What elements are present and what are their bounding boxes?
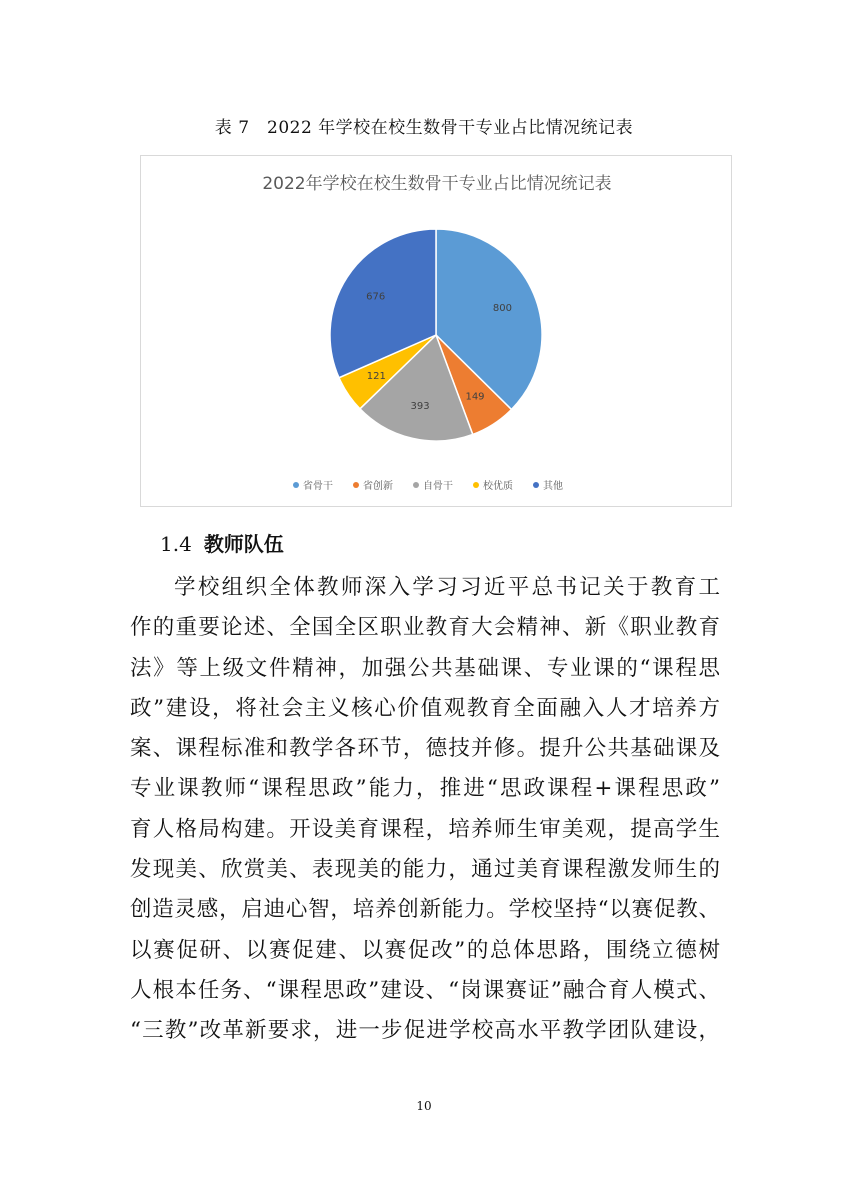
pie-chart-svg — [141, 156, 733, 508]
paragraph-line: 人根本任务、“课程思政”建设、“岗课赛证”融合育人模式、 — [130, 977, 720, 1003]
slice-value-label: 800 — [492, 303, 512, 315]
paragraph-line: 以赛促研、以赛促建、以赛促改”的总体思路，围绕立德树 — [130, 937, 720, 963]
paragraph-line: 专业课教师“课程思政”能力，推进“思政课程+课程思政” — [130, 776, 720, 802]
body-paragraph — [130, 568, 720, 1052]
section-title: 教师队伍 — [203, 532, 284, 556]
slice-value-label: 149 — [465, 391, 485, 403]
legend-label: 省骨干 — [303, 481, 333, 492]
paragraph-line: “三教”改革新要求，进一步促进学校高水平教学团队建设， — [130, 1018, 720, 1044]
paragraph-line: 政”建设，将社会主义核心价值观教育全面融入人才培养方 — [130, 695, 720, 721]
section-number: 1.4 — [160, 532, 192, 556]
legend-marker — [353, 482, 359, 488]
legend-marker — [533, 482, 539, 488]
slice-value-label: 676 — [366, 291, 386, 303]
pie-chart — [140, 155, 732, 507]
paragraph-line: 作的重要论述、全国全区职业教育大会精神、新《职业教育 — [130, 615, 720, 641]
legend-label: 自骨干 — [423, 481, 453, 492]
paragraph-line: 案、课程标准和教学各环节，德技并修。提升公共基础课及 — [130, 736, 720, 762]
paragraph-line: 创造灵感，启迪心智，培养创新能力。学校坚持“以赛促教、 — [130, 897, 720, 923]
table-caption: 表 7 2022 年学校在校生数骨干专业占比情况统记表 — [214, 118, 634, 138]
legend-marker — [473, 482, 479, 488]
legend-label: 校优质 — [483, 481, 513, 492]
chart-title: 2022年学校在校生数骨干专业占比情况统记表 — [262, 174, 612, 194]
section-heading — [160, 528, 284, 557]
paragraph-line: 学校组织全体教师深入学习习近平总书记关于教育工 — [174, 575, 720, 600]
paragraph-line: 法》等上级文件精神，加强公共基础课、专业课的“课程思 — [130, 655, 720, 681]
legend-marker — [293, 482, 299, 488]
legend-label: 省创新 — [363, 481, 393, 492]
page-number: 10 — [416, 1099, 432, 1113]
legend-marker — [413, 482, 419, 488]
legend-label: 其他 — [543, 481, 563, 492]
paragraph-line: 发现美、欣赏美、表现美的能力，通过美育课程激发师生的 — [130, 857, 720, 883]
slice-value-label: 121 — [366, 371, 386, 383]
slice-value-label: 393 — [410, 401, 430, 413]
paragraph-line: 育人格局构建。开设美育课程，培养师生审美观，提高学生 — [130, 816, 720, 842]
